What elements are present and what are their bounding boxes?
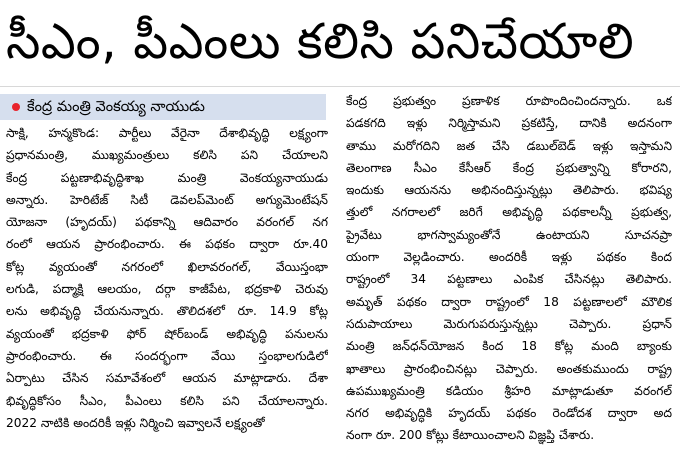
article-text-line: ఉపముఖ్యమంత్రి కడియం శ్రీహరి మాట్లాడుతూ వరంగల్: [346, 383, 672, 398]
article-text-line: ప్రైవేటు భాగస్వామ్యంతోనే ఉంటాయని సూచనప్రా: [346, 227, 672, 242]
article-text-line: ప్రారంభించారు. ఈ సందర్భంగా వేయి స్తంభాలగుడిలో: [6, 348, 328, 363]
article-text-line: ఏర్పాటు చేసిన సమావేశంలో ఆయన మాట్లాడారు. దేశా: [6, 371, 328, 386]
article-column-left: [6, 122, 328, 434]
article-text-line: యంగా వెల్లడించారు. అందరికీ ఇళ్లు పథకం కింద: [346, 250, 672, 265]
article-text-line: నగర అభివృద్ధికి హృదయ్ పథకం రెండోదశ ద్వారా అద: [346, 406, 672, 421]
article-text-line: లను అభివృద్ధి చేయనున్నారు. తొలిదశలో రూ. 14.9 కోట్ల: [6, 304, 328, 319]
subhead-bar: [0, 94, 326, 120]
article-text-line: తాము మరోగదిని జత చేసి డబుల్‌బెడ్ ఇళ్లు ఇస్తామని: [346, 138, 672, 153]
article-headline: సీఎం, పీఎంలు కలిసి పనిచేయాలి: [6, 13, 635, 70]
headline-divider: [0, 86, 680, 87]
article-text-line: అన్నారు. హెరిటేజ్ సిటీ డెవలప్‌మెంట్ అగ్యుమెంటేషన్: [6, 192, 328, 207]
article-text-line: కేంద్ర పట్టణాభివృద్ధిశాఖ మంత్రి వెంకయ్యనాయుడు: [6, 170, 328, 185]
bullet-icon: [12, 103, 20, 111]
article-text-line: త్తులో నగరాలలో జరిగే అభివృద్ధి పథకాలన్నీ ప్రభుత్వ,: [346, 205, 672, 220]
article-text-line: సాక్షి, హన్మకొండ: పార్టీలు వేరైనా దేశాభివృద్ధి లక్ష్యంగా: [6, 126, 328, 140]
subhead-text: కేంద్ర మంత్రి వెంకయ్య నాయుడు: [27, 99, 205, 115]
article-text-line: మంత్రి జన్‌ధన్‌యోజన కింద 18 కోట్ల మంది బ్యాంకు: [346, 339, 672, 354]
article-text-line: లగుడి, పద్మాక్షి ఆలయం, దర్గా కాజీపేట, భద్రకాళి చెరువు: [6, 282, 328, 297]
article-text-line: ఇందుకు ఆయనను అభినందిస్తున్నట్లు తెలిపారు. భవిష్య: [346, 183, 672, 198]
article-text-line: కేంద్ర ప్రభుత్వం ప్రణాళిక రూపొందించిందన్నారు. ఒక: [346, 94, 672, 108]
article-text-line: భివృద్ధికోసం సీఎం, పీఎంలు కలిసి పని చేయాలన్నారు.: [6, 393, 328, 408]
article-text-line: పడకగది ఇళ్లు నిర్మిస్తామని ప్రకటిస్తే, దానికి అదనంగా: [346, 116, 672, 131]
article-text-line: అమృత్ పథకం ద్వారా రాష్ట్రంలో 18 పట్టణాలలో మౌలిక: [346, 294, 672, 309]
article-text-line: 2022 నాటికి అందరికీ ఇళ్లు నిర్మించి ఇవ్వాలనే లక్ష్యంతో: [6, 415, 265, 430]
article-text-line: రంలో ఆయన ప్రారంభించారు. ఈ పథకం ద్వారా రూ.40: [6, 237, 328, 252]
article-text-line: వ్యయంతో భద్రకాళి ఫోర్ షోర్‌బండ్ అభివృద్ధి పనులను: [6, 326, 328, 341]
article-text-line: కోట్ల వ్యయంతో నగరంలో ఖిలావరంగల్, వేయిస్తంభా: [6, 259, 328, 274]
article-text-line: యోజనా (హృదయ్) పథకాన్ని ఆదివారం వరంగల్ నగ: [6, 215, 328, 230]
article-text-line: సదుపాయాలు మెరుగుపరుస్తున్నట్లు చెప్పారు. ప్రధాన్: [346, 316, 672, 331]
article-text-line: ఖాతాలు ప్రారంభించినట్లు చెప్పారు. అంతకుముందు రాష్ట్ర: [346, 361, 672, 376]
article-text-line: రాష్ట్రంలో 34 పట్టణాలు ఎంపిక చేసినట్లు తెలిపారు.: [346, 272, 672, 287]
article-text-line: తెలంగాణ సీఎం కేసీఆర్ కేంద్ర ప్రభుత్వాన్ని కోరారని,: [346, 160, 672, 175]
article-text-line: నంగా రూ. 200 కోట్లు కేటాయించాలని విజ్ఞప్తి చేశారు.: [346, 428, 595, 443]
article-column-right: [346, 90, 672, 447]
article-text-line: ప్రధానమంత్రి, ముఖ్యమంత్రులు కలిసి పని చేయాలని: [6, 148, 328, 163]
